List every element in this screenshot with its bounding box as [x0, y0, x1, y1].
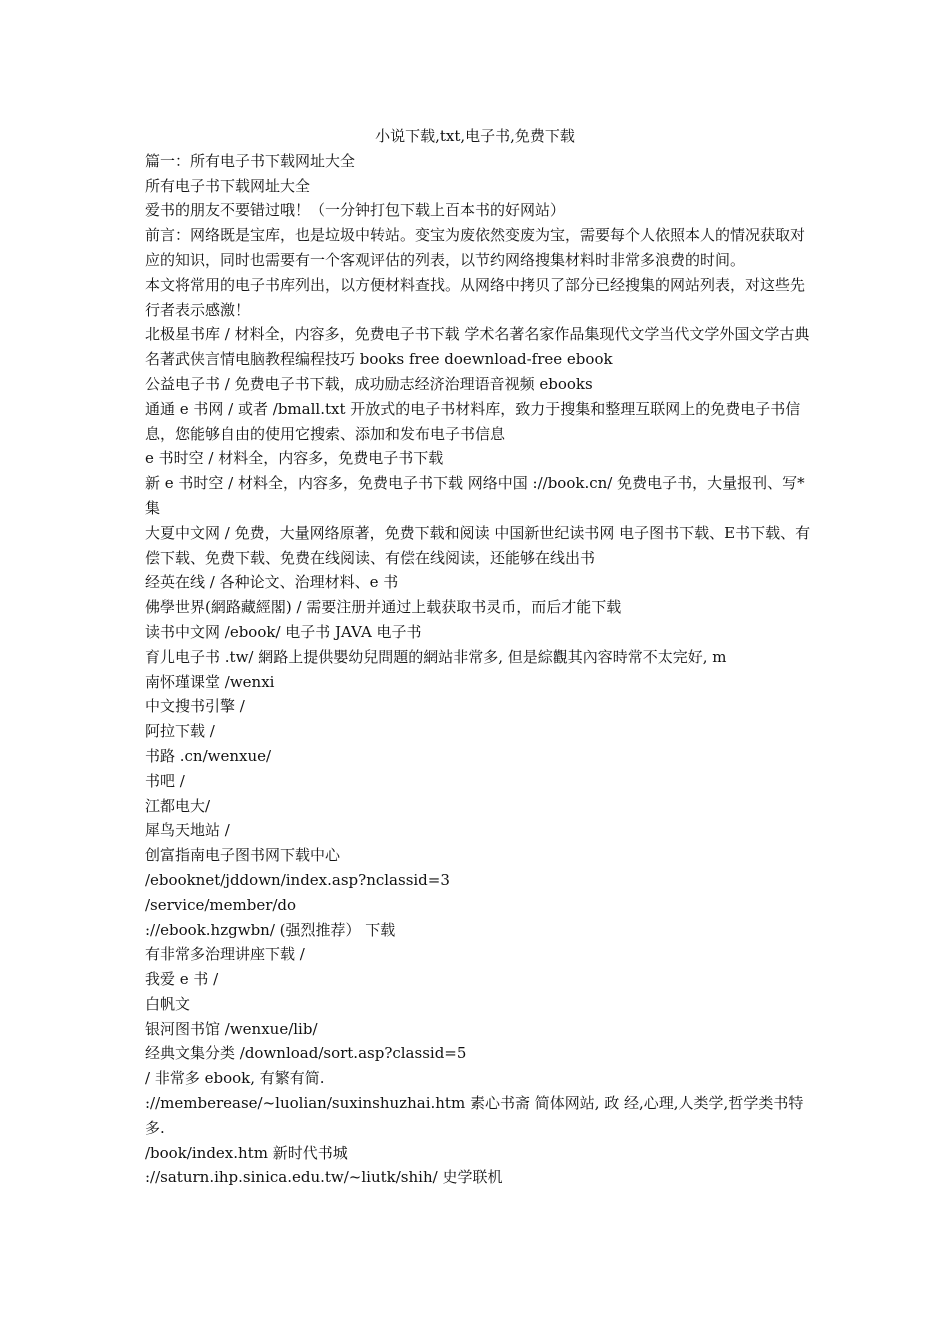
paragraph: 经英在线 / 各种论文、治理材料、e 书 [145, 573, 399, 592]
paragraph: ://memberease/~luolian/suxinshuzhai.htm 素心书斋 简体网站, 政 经,心理,人类学,哲学类书特多. [145, 1094, 804, 1137]
paragraph: 爱书的朋友不要错过哦！（一分钟打包下载上百本书的好网站） [145, 201, 566, 220]
paragraph: /book/index.htm 新时代书城 [145, 1143, 348, 1162]
paragraph: ://ebook.hzgwbn/ (强烈推荐） 下载 [145, 920, 396, 939]
paragraph: 阿拉下载 / [145, 722, 215, 741]
paragraph: 经典文集分类 /download/sort.asp?classid=5 [145, 1044, 467, 1063]
document-body [145, 149, 817, 1190]
paragraph: 育儿电子书 .tw/ 網路上提供嬰幼兒問題的網站非常多, 但是綜觀其內容時常不太完好, m [145, 647, 727, 666]
paragraph: ://saturn.ihp.sinica.edu.tw/~liutk/shih/ 史学联机 [145, 1168, 503, 1187]
document-title: 小说下载,txt,电子书,免费下载 [375, 127, 575, 145]
paragraph: 读书中文网 /ebook/ 电子书 JAVA 电子书 [145, 622, 422, 641]
paragraph: /ebooknet/jddown/index.asp?nclassid=3 [145, 870, 450, 889]
paragraph: 南怀瑾课堂 /wenxi [145, 672, 275, 691]
paragraph: 创富指南电子图书网下载中心 [145, 846, 341, 865]
paragraph: 犀鸟天地站 / [145, 821, 230, 840]
paragraph: /service/member/do [145, 895, 297, 914]
paragraph: 大夏中文网 / 免费，大量网络原著，免费下载和阅读 中国新世纪读书网 电子图书下载、E书下载、有偿下载、免费下载、免费在线阅读、有偿在线阅读，还能够在线出书 [145, 523, 811, 567]
paragraph: 江都电大/ [145, 796, 211, 815]
paragraph: 新 e 书时空 / 材料全，内容多，免费电子书下载 网络中国 ://book.cn/ 免费电子书，大量报刊、写*集 [145, 474, 805, 517]
paragraph: 白帆文 [145, 994, 191, 1013]
paragraph: 书路 .cn/wenxue/ [145, 746, 272, 765]
paragraph: 所有电子书下载网址大全 [145, 176, 311, 195]
paragraph: 我爱 e 书 / [145, 970, 219, 989]
paragraph: 银河图书馆 /wenxue/lib/ [145, 1019, 318, 1038]
paragraph: 公益电子书 / 免费电子书下载，成功励志经济治理语音视频 ebooks [145, 374, 593, 393]
paragraph: 通通 e 书网 / 或者 /bmall.txt 开放式的电子书材料库，致力于搜集和整理互联网上的免费电子书信息，您能够自由的使用它搜索、添加和发布电子书信息 [145, 399, 801, 443]
paragraph: e 书时空 / 材料全，内容多，免费电子书下载 [145, 449, 444, 468]
paragraph: 本文将常用的电子书库列出，以方便材料查找。从网络中拷贝了部分已经搜集的网站列表，对这些先行者表示感激！ [145, 275, 806, 319]
paragraph: 前言：网络既是宝库，也是垃圾中转站。变宝为废依然变废为宝，需要每个人依照本人的情况获取对应的知识，同时也需要有一个客观评估的列表，以节约网络搜集材料时非常多浪费的时间。 [145, 226, 806, 269]
paragraph: 有非常多治理讲座下载 / [145, 945, 305, 964]
paragraph: 书吧 / [145, 771, 185, 790]
paragraph: 中文搜书引擎 / [145, 697, 245, 716]
paragraph: / 非常多 ebook, 有繁有简. [145, 1069, 325, 1088]
paragraph: 篇一：所有电子书下载网址大全 [145, 151, 356, 170]
paragraph: 北极星书库 / 材料全，内容多，免费电子书下载 学术名著名家作品集现代文学当代文学外国文学古典名著武侠言情电脑教程编程技巧 books free doewnload-free ebook [145, 325, 810, 369]
paragraph: 佛學世界(網路藏經閣) / 需要注册并通过上载获取书灵币，而后才能下载 [145, 598, 622, 617]
